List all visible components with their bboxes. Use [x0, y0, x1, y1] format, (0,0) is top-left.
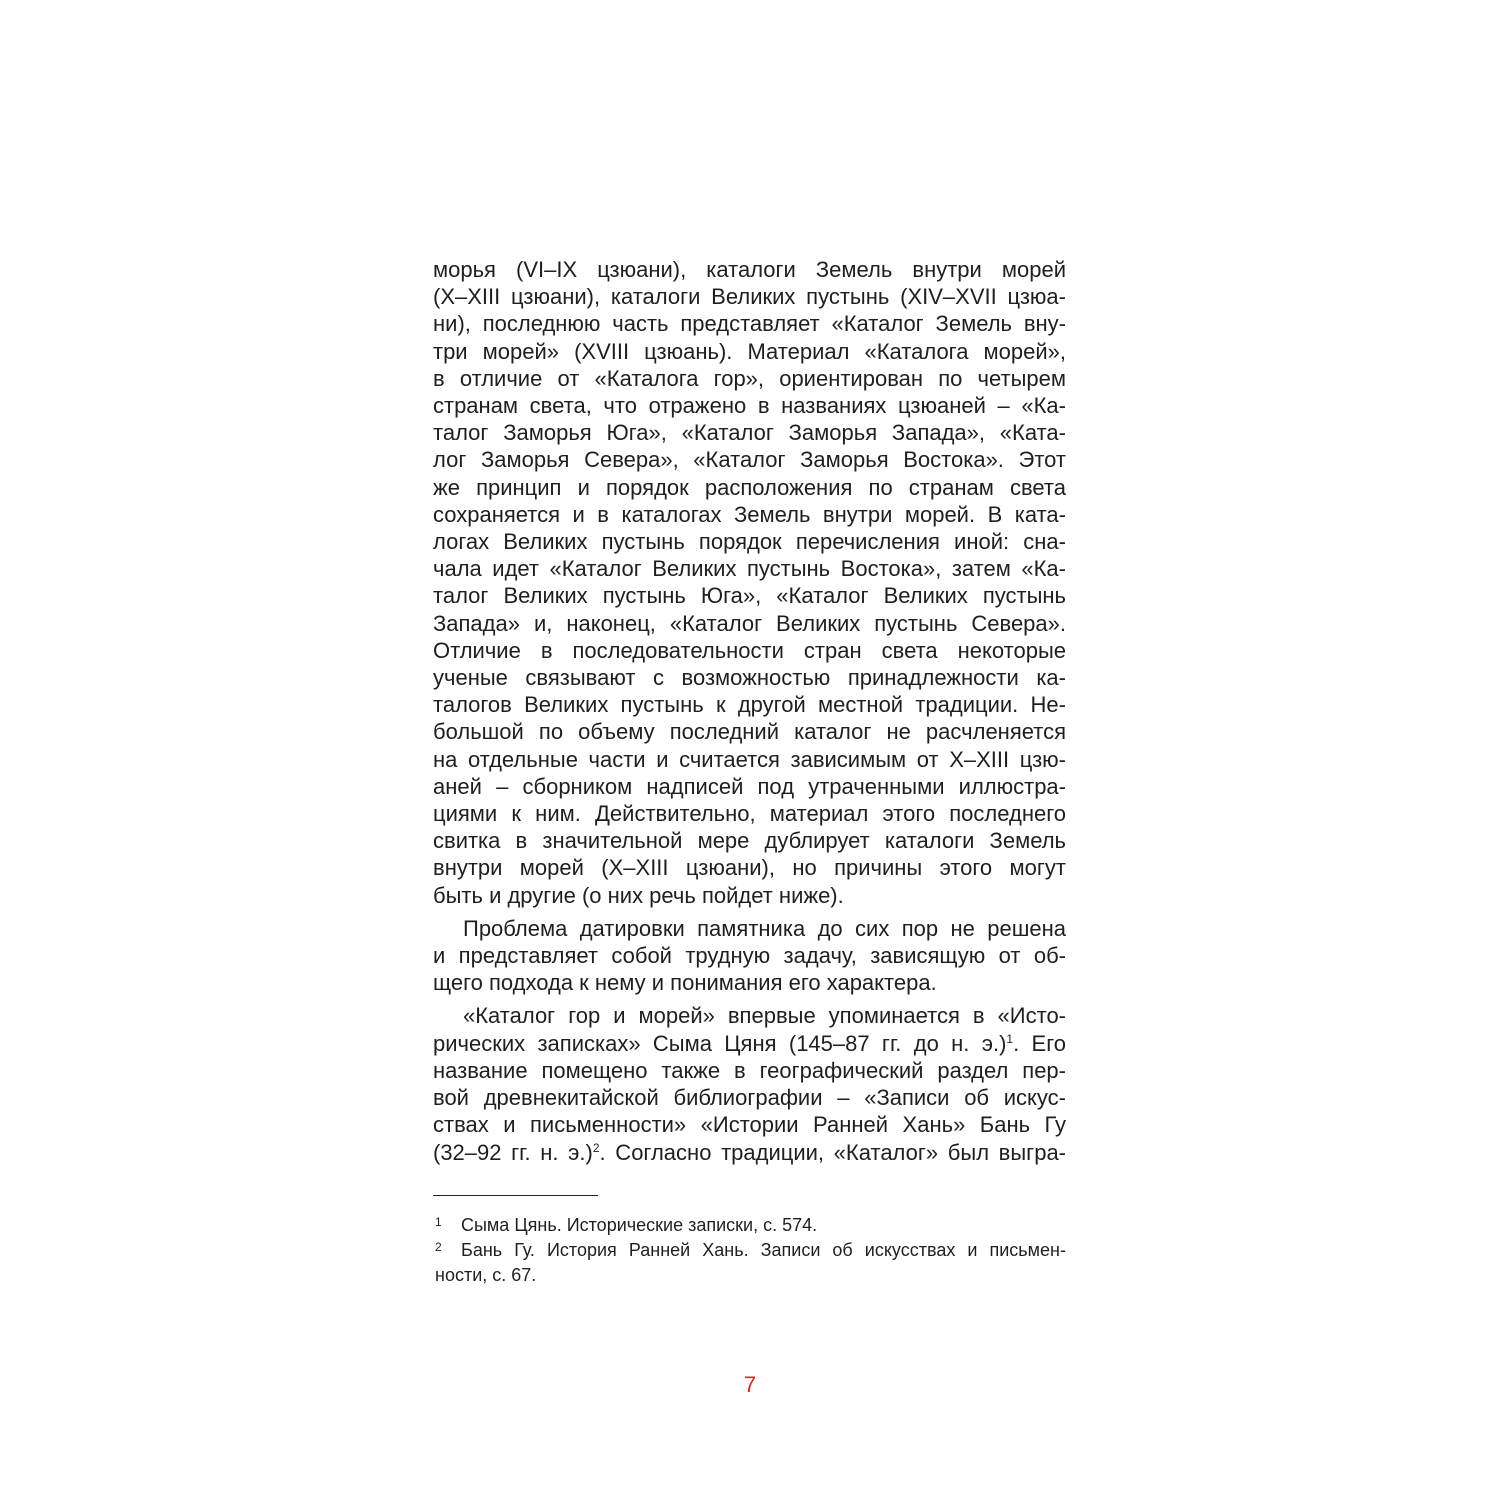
- text-line: логах Великих пустынь порядок перечисления иной: сна-: [433, 529, 1066, 555]
- text-line: странам света, что отражено в названиях цзюаней – «Ка-: [433, 393, 1066, 419]
- footnote-line: Бань Гу. История Ранней Хань. Записи об искусствах и письмен-: [461, 1240, 1066, 1260]
- text-line: свитка в значительной мере дублирует каталоги Земель: [433, 828, 1066, 854]
- text-line: быть и другие (о них речь пойдет ниже).: [433, 882, 844, 908]
- text-line: Проблема датировки памятника до сих пор не решена: [463, 915, 1066, 941]
- footnote-text: [435, 1238, 1066, 1288]
- footnote-number: 1: [435, 1215, 442, 1229]
- text-line: талог Заморья Юга», «Каталог Заморья Запада», «Ката-: [433, 420, 1066, 446]
- text-line: Отличие в последовательности стран света некоторые: [433, 637, 1066, 663]
- text-line: Запада» и, наконец, «Каталог Великих пустынь Севера».: [433, 610, 1066, 636]
- main-text: [433, 256, 1066, 1166]
- text-fragment: . Его: [1013, 1030, 1066, 1056]
- text-line: циями к ним. Действительно, материал этого последнего: [433, 801, 1066, 827]
- footnote-ref-1[interactable]: 1: [1006, 1031, 1014, 1046]
- text-line: аней – сборником надписей под утраченными иллюстра-: [433, 773, 1066, 799]
- footnote-divider: [433, 1195, 598, 1196]
- text-line: в отличие от «Каталога гор», ориентирован по четырем: [433, 365, 1066, 391]
- footnote-2: [433, 1238, 1066, 1288]
- text-line: сохраняется и в каталогах Земель внутри морей. В ката-: [433, 501, 1066, 527]
- text-line: название помещено также в географический раздел пер-: [433, 1057, 1066, 1083]
- paragraph-1: [433, 256, 1066, 909]
- text-line: же принцип и порядок расположения по странам света: [433, 474, 1066, 500]
- text-line: внутри морей (X–XIII цзюани), но причины этого могут: [433, 855, 1066, 881]
- text-line: ученые связывают с возможностью принадлежности ка-: [433, 665, 1066, 691]
- text-line: чала идет «Каталог Великих пустынь Востока», затем «Ка-: [433, 556, 1066, 582]
- footnotes: [433, 1213, 1066, 1288]
- text-line: (X–XIII цзюани), каталоги Великих пустынь (XIV–XVII цзюа-: [433, 284, 1066, 310]
- footnote-line: Сыма Цянь. Исторические записки, с. 574.: [461, 1215, 818, 1235]
- text-line: лог Заморья Севера», «Каталог Заморья Востока». Этот: [433, 447, 1066, 473]
- text-fragment: . Согласно традиции, «Каталог» был выгра-: [599, 1139, 1066, 1165]
- text-line: ни), последнюю часть представляет «Каталог Земель вну-: [433, 311, 1066, 337]
- text-line: морья (VI–IX цзюани), каталоги Земель внутри морей: [433, 257, 1066, 282]
- page-number: 7: [743, 1372, 757, 1397]
- footnote-number: 2: [435, 1240, 442, 1254]
- text-line: щего подхода к нему и понимания его характера.: [433, 970, 937, 996]
- footnote-1: [433, 1213, 1066, 1238]
- footnote-ref-2[interactable]: 2: [592, 1140, 600, 1155]
- text-line: на отдельные части и считается зависимым от X–XIII цзю-: [433, 746, 1066, 772]
- footnote-line: ности, с. 67.: [435, 1265, 537, 1285]
- text-line: талог Великих пустынь Юга», «Каталог Великих пустынь: [433, 583, 1066, 609]
- text-line: большой по объему последний каталог не расчленяется: [433, 719, 1066, 745]
- text-fragment: рических записках» Сыма Цяня (145–87 гг. до н. э.): [433, 1030, 1007, 1056]
- text-line: три морей» (XVIII цзюань). Материал «Каталога морей»,: [433, 338, 1066, 364]
- text-line-with-footnote: [433, 1030, 1066, 1057]
- text-line: талогов Великих пустынь к другой местной традиции. Не-: [433, 692, 1066, 718]
- footnote-text: [461, 1213, 1066, 1238]
- text-fragment: (32–92 гг. н. э.): [433, 1139, 593, 1165]
- text-line: вой древнекитайской библиографии – «Записи об искус-: [433, 1085, 1066, 1111]
- text-line: и представляет собой трудную задачу, зависящую от об-: [433, 943, 1066, 969]
- text-line: «Каталог гор и морей» впервые упоминается в «Исто-: [463, 1003, 1066, 1029]
- text-line: ствах и письменности» «Истории Ранней Хань» Бань Гу: [433, 1112, 1066, 1138]
- text-line-with-footnote: [433, 1139, 1066, 1166]
- paragraph-3: [433, 1002, 1066, 1165]
- paragraph-2: [433, 915, 1066, 997]
